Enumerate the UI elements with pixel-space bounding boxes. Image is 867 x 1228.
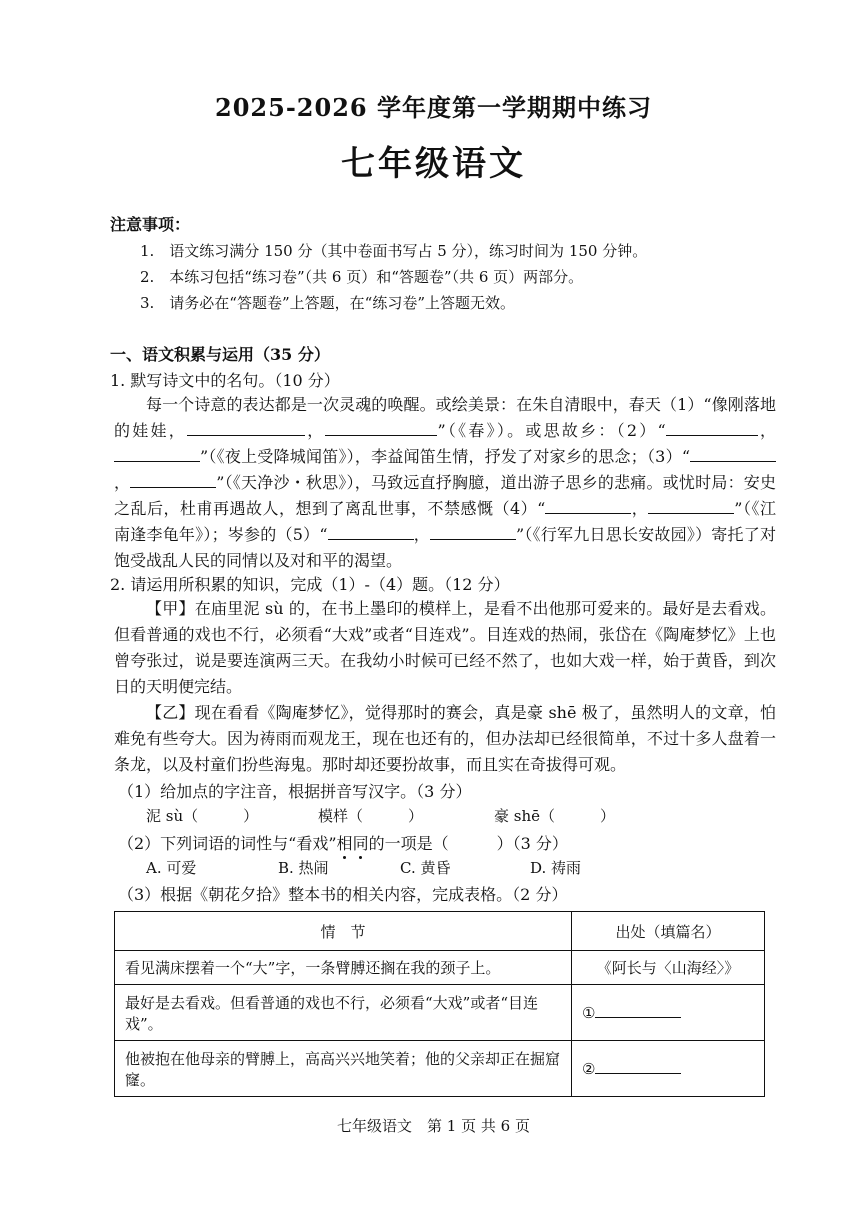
text-run: ， [757,421,776,440]
circled-number: ② [582,1060,596,1078]
table-row [115,951,765,985]
circled-number: ① [582,1004,596,1022]
table-header-plot: 情 节 [115,912,572,951]
question-1-body [114,392,776,574]
fill-blank[interactable] [430,523,516,540]
table-cell-plot: 看见满床摆着一个“大”字，一条臂膊还搁在我的颈子上。 [115,951,572,985]
text-run: ， [304,421,326,440]
note-item: 1. 语文练习满分 150 分（其中卷面书写占 5 分），练习时间为 150 分钟。 [140,242,648,260]
fill-blank[interactable] [595,1003,681,1018]
text-run: 的一项是（ ）（3 分） [368,834,568,853]
question-2-title: 2. 请运用所积累的知识，完成（1）-（4）题。（12 分） [110,575,510,594]
table-row [115,1041,765,1097]
fill-blank[interactable] [545,497,631,514]
answer-table [114,911,765,1097]
subquestion-3: （3）根据《朝花夕拾》整本书的相关内容，完成表格。（2 分） [118,885,568,904]
notes-heading: 注意事项： [110,215,191,234]
fill-blank[interactable] [595,1059,681,1074]
subquestion-2 [118,831,568,854]
exam-title: 2025-2026 学年度第一学期期中练习 [215,93,652,122]
section-heading: 一、语文积累与运用（35 分） [110,345,330,364]
subquestion-1: （1）给加点的字注音，根据拼音写汉字。（3 分） [118,782,472,801]
text-run: 每一个诗意的表达都是一次灵魂的唤醒。或绘美景：在朱自清眼中，春天（1）“像刚落地的娃娃， [114,395,776,440]
pinyin-item: 模样（ ） [318,807,424,825]
option-a[interactable]: A. 可爱 [146,859,197,877]
passage-jia: 【甲】在庙里泥 sù 的，在书上墨印的模样上，是看不出他那可爱来的。最好是去看戏。但看普通的戏也不行，必须看“大戏”或者“目连戏”。目连戏的热闹，张岱在《陶庵梦忆》上也曾夸张过，说是要连演两三天。在我幼小时候可已经不然了，也如大戏一样，始于黄昏，到次日的天明便完结。 [114,599,776,696]
text-run: ”（《春》）。或思故乡：（2）“ [437,421,666,440]
text-run: ”（《行军九日思长安故园》）寄托了对饱受战乱人民的同情以及对和平的渴望。 [114,525,776,570]
fill-blank[interactable] [187,419,305,436]
text-run: ， [114,473,131,492]
question-1-title: 1. 默写诗文中的名句。（10 分） [110,371,340,390]
fill-blank[interactable] [114,445,200,462]
table-cell-source[interactable] [572,985,765,1041]
fill-blank[interactable] [690,445,776,462]
option-d[interactable]: D. 祷雨 [530,859,582,877]
subject-title: 七年级语文 [341,144,526,184]
passage-yi: 【乙】现在看看《陶庵梦忆》，觉得那时的赛会，真是豪 shē 极了，虽然明人的文章，怕难免有些夸大。因为祷雨而观龙王，现在也还有的，但办法却已经很简单，不过十多人盘着一条龙，以及村童们扮些海鬼。那时却还要扮故事，而且实在奇拔得可观。 [114,703,776,774]
option-b[interactable]: B. 热闹 [278,859,329,877]
option-c[interactable]: C. 黄昏 [400,859,451,877]
text-run: （2）下列词语的词性与“看戏” [118,834,337,853]
pinyin-item: 泥 sù（ ） [146,807,259,825]
page-footer: 七年级语文 第 1 页 共 6 页 [337,1117,530,1135]
text-run: ”（《夜上受降城闻笛》），李益闻笛生情，抒发了对家乡的思念；（3）“ [200,447,690,466]
table-cell-source[interactable] [572,1041,765,1097]
pinyin-item: 豪 shē（ ） [494,807,616,825]
text-run: ”（《江南逢李龟年》）；岑参的（5）“ [114,499,776,544]
note-item: 2. 本练习包括“练习卷”（共 6 页）和“答题卷”（共 6 页）两部分。 [140,268,584,286]
text-run: ， [631,499,649,518]
table-row [115,985,765,1041]
fill-blank[interactable] [328,523,414,540]
fill-blank[interactable] [325,419,437,436]
fill-blank[interactable] [666,419,758,436]
text-run: ， [413,525,430,544]
dotted-char: 相 [336,834,353,853]
fill-blank[interactable] [130,471,216,488]
table-cell-source: 《阿长与〈山海经〉》 [572,951,765,985]
table-cell-plot: 他被抱在他母亲的臂膊上，高高兴兴地笑着；他的父亲却正在掘窟窿。 [115,1041,572,1097]
fill-blank[interactable] [648,497,734,514]
note-item: 3. 请务必在“答题卷”上答题，在“练习卷”上答题无效。 [140,294,515,312]
dotted-char: 同 [352,834,369,853]
table-header-source: 出处（填篇名） [572,912,765,951]
table-cell-plot: 最好是去看戏。但看普通的戏也不行，必须看“大戏”或者“目连戏”。 [115,985,572,1041]
table-header-row [115,912,765,951]
text-run: ”（《天净沙・秋思》），马致远直抒胸臆，道出游子思乡的悲痛。或忧时局：安史之乱后，杜甫再遇故人，想到了离乱世事，不禁感慨（4）“ [114,473,776,518]
